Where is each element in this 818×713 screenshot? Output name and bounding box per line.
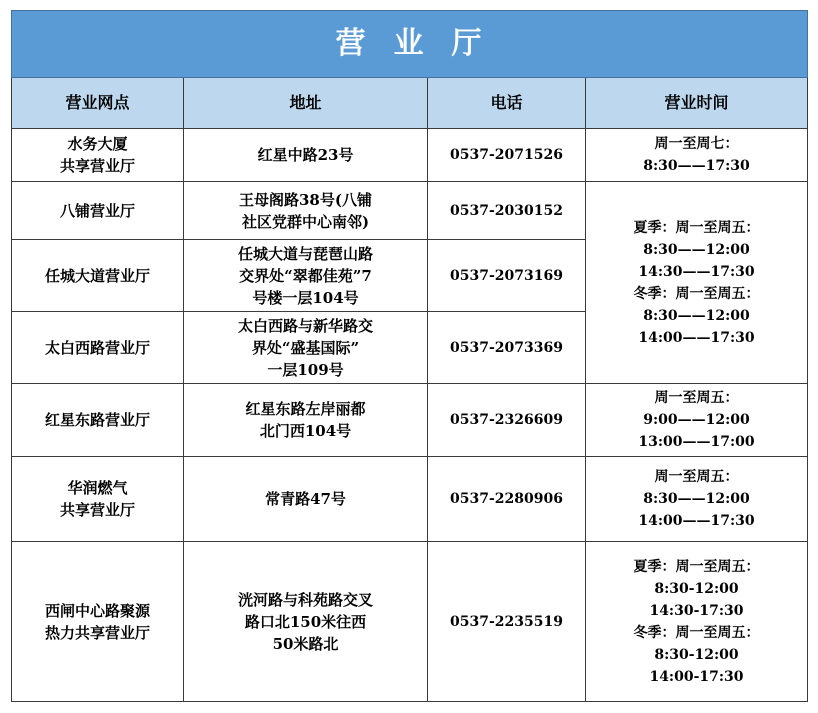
outlet-address: 常青路47号: [184, 457, 428, 542]
header-address: 地址: [184, 78, 428, 129]
outlet-name: 八铺营业厅: [12, 182, 184, 240]
outlet-hours: 周一至周七： 8:30——17:30: [586, 129, 808, 182]
outlet-address: 洸河路与科苑路交叉 路口北150米往西 50米路北: [184, 542, 428, 702]
outlet-name: 太白西路营业厅: [12, 312, 184, 384]
outlet-address: 任城大道与琵琶山路 交界处“翠都佳苑”7 号楼一层104号: [184, 240, 428, 312]
outlet-name: 红星东路营业厅: [12, 384, 184, 457]
table-row: [12, 384, 808, 457]
outlet-address: 王母阁路38号(八铺 社区党群中心南邻): [184, 182, 428, 240]
header-phone: 电话: [428, 78, 586, 129]
header-row: [12, 78, 808, 129]
outlet-phone: 0537-2073169: [428, 240, 586, 312]
outlet-phone: 0537-2030152: [428, 182, 586, 240]
table-row: [12, 457, 808, 542]
title-row: [12, 11, 808, 78]
outlet-address: 太白西路与新华路交 界处“盛基国际” 一层109号: [184, 312, 428, 384]
outlet-hours: 周一至周五： 8:30——12:00 14:00——17:30: [586, 457, 808, 542]
outlet-hours: 夏季：周一至周五： 8:30-12:00 14:30-17:30 冬季：周一至周五： 8:30-12:00 14:00-17:30: [586, 542, 808, 702]
table-row: [12, 129, 808, 182]
shared-outlet-hours: 夏季：周一至周五： 8:30——12:00 14:30——17:30 冬季：周一至周五： 8:30——12:00 14:00——17:30: [586, 182, 808, 384]
table-title: 营业厅: [12, 11, 808, 78]
outlet-phone: 0537-2071526: [428, 129, 586, 182]
outlet-name: 西闸中心路聚源 热力共享营业厅: [12, 542, 184, 702]
outlet-phone: 0537-2235519: [428, 542, 586, 702]
outlet-name: 水务大厦 共享营业厅: [12, 129, 184, 182]
outlet-address: 红星东路左岸丽都 北门西104号: [184, 384, 428, 457]
outlet-address: 红星中路23号: [184, 129, 428, 182]
table-row: [12, 542, 808, 702]
business-hall-table: [11, 10, 808, 702]
table-row: [12, 182, 808, 240]
outlet-phone: 0537-2326609: [428, 384, 586, 457]
header-outlet: 营业网点: [12, 78, 184, 129]
outlet-hours: 周一至周五： 9:00——12:00 13:00——17:00: [586, 384, 808, 457]
outlet-phone: 0537-2073369: [428, 312, 586, 384]
header-hours: 营业时间: [586, 78, 808, 129]
outlet-name: 任城大道营业厅: [12, 240, 184, 312]
outlet-phone: 0537-2280906: [428, 457, 586, 542]
outlet-name: 华润燃气 共享营业厅: [12, 457, 184, 542]
